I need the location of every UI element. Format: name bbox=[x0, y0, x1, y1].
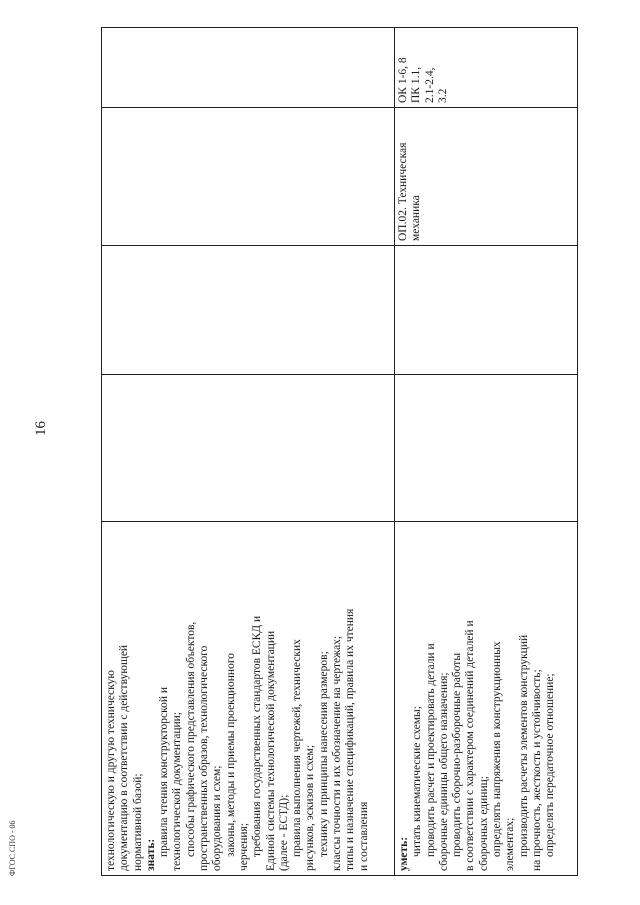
empty-cell bbox=[102, 246, 395, 375]
skills-line: и составления bbox=[357, 801, 370, 871]
skills-line: оборудования и схем; bbox=[211, 765, 224, 871]
skills-cell bbox=[395, 522, 578, 876]
skills-line: документацию в соответствии с действующей bbox=[118, 644, 131, 871]
skills-line: определять передаточное отношение; bbox=[544, 673, 557, 857]
discipline-cell: ОП.02. Техническая механика bbox=[395, 108, 578, 246]
skills-line: способы графического представления объектов, bbox=[184, 621, 197, 857]
competencies-cell bbox=[102, 28, 395, 108]
empty-cell bbox=[395, 246, 578, 375]
requirements-table bbox=[101, 27, 578, 876]
empty-cell bbox=[102, 375, 395, 522]
skills-line: законы, методы и приемы проекционного bbox=[224, 652, 237, 857]
skills-line: нормативной базой; bbox=[131, 773, 144, 871]
skills-line: требования государственных стандартов ЕСКД и bbox=[251, 615, 264, 857]
skills-line: читать кинематические схемы; bbox=[411, 706, 424, 857]
skills-line: правила выполнения чертежей, технических bbox=[291, 639, 304, 857]
skills-line: Единой системы технологической документации bbox=[264, 630, 277, 871]
skills-line: технологическую и другую техническую bbox=[105, 669, 117, 871]
discipline-cell bbox=[102, 108, 395, 246]
skills-line: производить расчеты элементов конструкций bbox=[517, 634, 530, 857]
skills-line: сборочных единиц; bbox=[477, 776, 490, 871]
rotated-page bbox=[101, 28, 577, 876]
skills-line: типы и назначение спецификаций, правила их чтения bbox=[344, 608, 357, 871]
skills-line: сборочные единицы общего назначения; bbox=[437, 672, 450, 871]
table-row bbox=[395, 28, 578, 876]
table-row bbox=[102, 28, 395, 876]
skills-line: определять напряжения в конструкционных bbox=[491, 641, 504, 857]
skills-line: технику и принципы нанесения размеров; bbox=[317, 651, 330, 857]
skills-line: проводить сборочно-разборочные работы bbox=[451, 652, 464, 857]
empty-cell bbox=[395, 375, 578, 522]
skills-line: правила чтения конструкторской и bbox=[158, 686, 171, 857]
skills-line: (далее - ЕСТД); bbox=[277, 794, 290, 871]
skills-line: в соответствии с характером соединений деталей и bbox=[464, 620, 477, 871]
skills-line: классы точности и их обозначение на чертежах; bbox=[331, 635, 344, 871]
footer-code: ФГОС СПО - 06 bbox=[8, 820, 17, 876]
skills-line: проводить расчет и проектировать детали и bbox=[424, 643, 437, 857]
skills-line: на прочность, жесткость и устойчивость; bbox=[530, 669, 543, 871]
skills-cell bbox=[102, 522, 395, 876]
skills-heading: знать: bbox=[144, 838, 157, 871]
skills-line: рисунков, эскизов и схем; bbox=[304, 744, 317, 871]
skills-line: черчения; bbox=[237, 822, 250, 871]
skills-line: элементах; bbox=[504, 817, 517, 871]
page-number: 16 bbox=[33, 421, 49, 436]
skills-line: технологической документации; bbox=[171, 712, 184, 871]
skills-line: пространственных образов, технологического bbox=[198, 645, 211, 871]
skills-heading: уметь: bbox=[398, 836, 410, 871]
competencies-cell: ОК 1-6, 8 ПК 1.1, 2.1-2.4, 3.2 bbox=[395, 28, 578, 108]
